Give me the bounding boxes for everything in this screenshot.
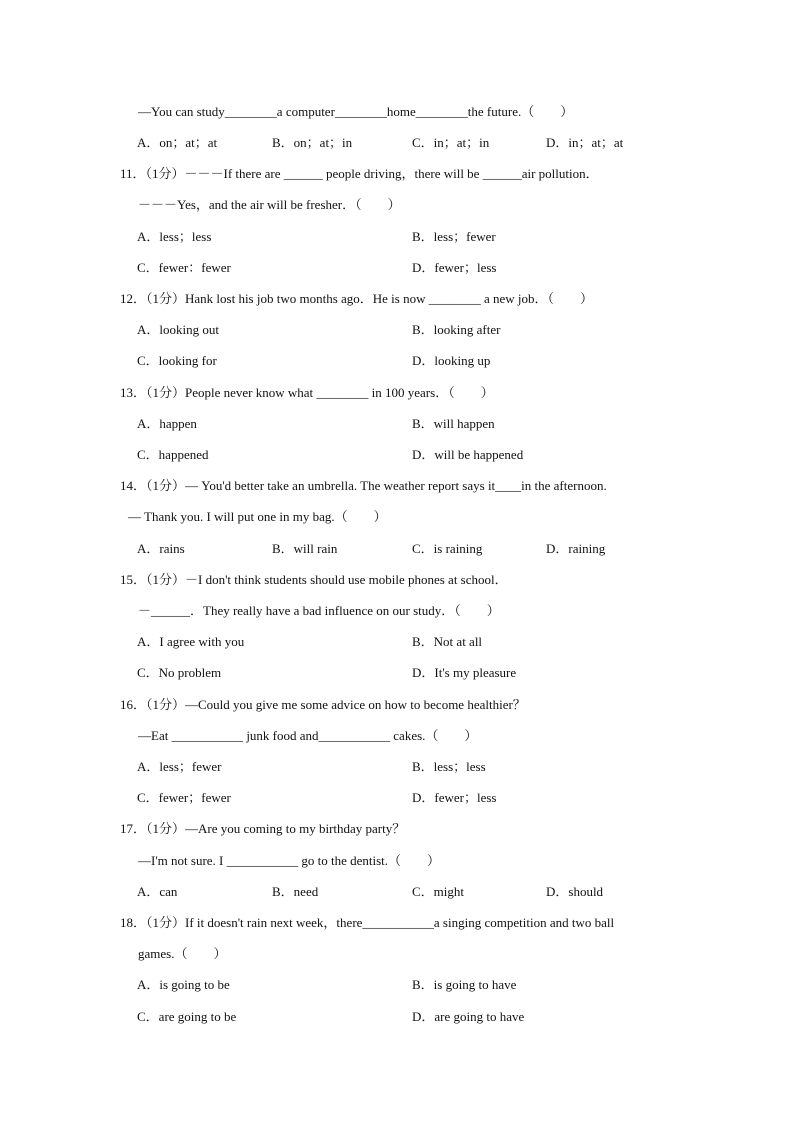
q18-stem: 18．（1分）If it doesn't rain next week，there___________a singing competition and two ball [120, 915, 615, 930]
q17-option-d[interactable]: D．should [546, 884, 604, 899]
q13-options-row2 [0, 445, 794, 465]
q11-option-d[interactable]: D．fewer；less [412, 260, 497, 275]
q11-stem: 11．（1分）－－－If there are ______ people driving，there will be ______air pollution． [120, 166, 599, 181]
q15-option-b[interactable]: B．Not at all [412, 634, 483, 649]
q13-options-row1 [0, 414, 794, 434]
q10-options [0, 133, 794, 153]
q10-option-d[interactable]: D．in；at；at [546, 135, 624, 150]
q13-option-d[interactable]: D．will be happened [412, 447, 524, 462]
q12-options-row1 [0, 320, 794, 340]
q12-stem-line [0, 289, 794, 309]
q17-option-c[interactable]: C．might [412, 884, 465, 899]
q15-stem2-line [0, 601, 794, 621]
q16-stem2-line [0, 726, 794, 746]
q11-option-a[interactable]: A．less；less [137, 229, 212, 244]
q16-stem: 16．（1分）—Could you give me some advice on how to become healthier？ [120, 697, 526, 712]
q18-stem2: games.（ ） [138, 946, 227, 961]
q12-option-d[interactable]: D．looking up [412, 353, 491, 368]
q11-stem2-line [0, 195, 794, 215]
q16-option-d[interactable]: D．fewer；less [412, 790, 497, 805]
q15-options-row2 [0, 663, 794, 683]
q15-option-c[interactable]: C．No problem [137, 665, 222, 680]
q18-option-d[interactable]: D．are going to have [412, 1009, 525, 1024]
q16-options-row2 [0, 788, 794, 808]
q18-option-a[interactable]: A．is going to be [137, 977, 230, 992]
q15-option-d[interactable]: D．It's my pleasure [412, 665, 517, 680]
q18-stem-line [0, 913, 794, 933]
q14-option-b[interactable]: B．will rain [272, 541, 338, 556]
q16-option-a[interactable]: A．less；fewer [137, 759, 222, 774]
q11-options-row1 [0, 227, 794, 247]
q12-options-row2 [0, 351, 794, 371]
q16-stem2: —Eat ___________ junk food and___________ cakes.（ ） [138, 728, 478, 743]
q12-option-a[interactable]: A．looking out [137, 322, 219, 337]
q17-option-b[interactable]: B．need [272, 884, 319, 899]
q15-options-row1 [0, 632, 794, 652]
q15-stem-line [0, 570, 794, 590]
q14-options [0, 539, 794, 559]
q16-option-b[interactable]: B．less；less [412, 759, 486, 774]
q10-stem-line [0, 102, 794, 122]
q12-option-c[interactable]: C．looking for [137, 353, 217, 368]
q17-options [0, 882, 794, 902]
q18-options-row2 [0, 1007, 794, 1027]
q18-option-c[interactable]: C．are going to be [137, 1009, 237, 1024]
q13-option-c[interactable]: C．happened [137, 447, 209, 462]
q16-stem-line [0, 695, 794, 715]
q10-option-a[interactable]: A．on；at；at [137, 135, 218, 150]
q17-stem-line [0, 819, 794, 839]
q12-option-b[interactable]: B．looking after [412, 322, 501, 337]
q11-options-row2 [0, 258, 794, 278]
q14-stem-line [0, 476, 794, 496]
q17-stem2-line [0, 851, 794, 871]
q11-option-c[interactable]: C．fewer：fewer [137, 260, 231, 275]
q17-option-a[interactable]: A．can [137, 884, 178, 899]
q16-option-c[interactable]: C．fewer；fewer [137, 790, 231, 805]
q15-stem: 15．（1分）－I don't think students should use mobile phones at school． [120, 572, 508, 587]
q12-stem: 12．（1分）Hank lost his job two months ago．He is now ________ a new job．（ ） [120, 291, 594, 306]
q18-stem2-line [0, 944, 794, 964]
q13-stem: 13．（1分）People never know what ________ in 100 years．（ ） [120, 385, 494, 400]
q11-stem2: －－－Yes，and the air will be fresher．（ ） [138, 197, 401, 212]
q10-option-c[interactable]: C．in；at；in [412, 135, 490, 150]
q11-stem-line [0, 164, 794, 184]
q10-stem: —You can study________a computer________home________the future.（ ） [138, 104, 574, 119]
q15-option-a[interactable]: A．I agree with you [137, 634, 245, 649]
q14-stem: 14．（1分）— You'd better take an umbrella. The weather report says it____in the afternoon. [120, 478, 607, 493]
q14-stem2: — Thank you. I will put one in my bag.（ ） [128, 509, 387, 524]
q13-stem-line [0, 383, 794, 403]
q13-option-a[interactable]: A．happen [137, 416, 197, 431]
q14-option-d[interactable]: D．raining [546, 541, 606, 556]
q17-stem2: —I'm not sure. I ___________ go to the dentist.（ ） [138, 853, 441, 868]
q18-options-row1 [0, 975, 794, 995]
q14-option-c[interactable]: C．is raining [412, 541, 483, 556]
q10-option-b[interactable]: B．on；at；in [272, 135, 353, 150]
q17-stem: 17．（1分）—Are you coming to my birthday party？ [120, 821, 406, 836]
q16-options-row1 [0, 757, 794, 777]
q13-option-b[interactable]: B．will happen [412, 416, 495, 431]
q11-option-b[interactable]: B．less；fewer [412, 229, 496, 244]
q18-option-b[interactable]: B．is going to have [412, 977, 517, 992]
q14-stem2-line [0, 507, 794, 527]
q14-option-a[interactable]: A．rains [137, 541, 185, 556]
q15-stem2: －______．They really have a bad influence on our study．（ ） [138, 603, 500, 618]
